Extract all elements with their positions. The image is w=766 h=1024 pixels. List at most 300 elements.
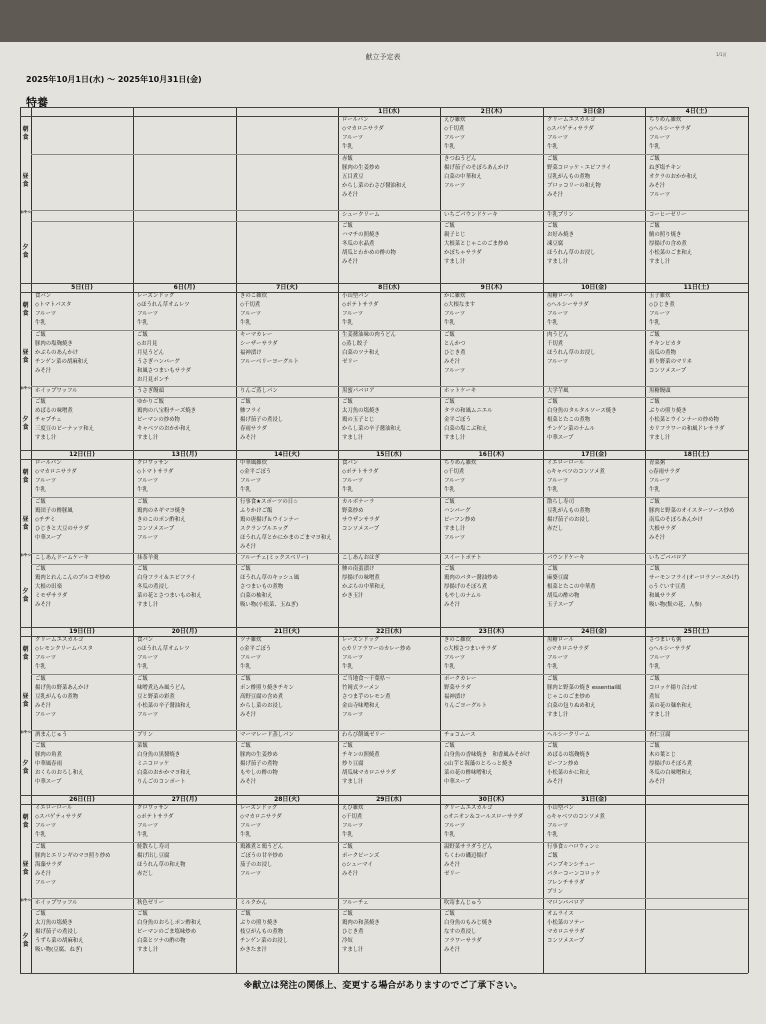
menu-item: みそ汁 <box>35 871 52 877</box>
menu-item: スクランブルエッグ <box>240 526 289 532</box>
menu-item: 白菜のツナ和え <box>342 350 380 356</box>
menu-item: チキンの照焼煮 <box>342 752 380 758</box>
menu-item: ◇ほうれん草オムレツ <box>137 646 190 652</box>
menu-item: ねぎ塩チキン <box>649 165 682 171</box>
menu-item: 豚肉の生姜炒め <box>342 165 380 171</box>
menu-item: 中華スープ <box>35 779 62 785</box>
snack-item: ヘルシークリーム <box>547 732 590 738</box>
menu-item: 豚肉と野菜の焼き essential風 <box>547 685 622 691</box>
menu-item: 牛乳 <box>240 832 251 838</box>
snack-item: ホイップワッフル <box>35 388 78 394</box>
meal-label-snack: おやつ <box>20 553 31 557</box>
menu-item: 赤だし <box>137 871 154 877</box>
menu-item: フルーツ <box>35 478 57 484</box>
grid-vline <box>31 107 32 973</box>
menu-item: 牛乳 <box>342 320 353 326</box>
day-header: 19日(日) <box>69 628 95 635</box>
menu-item: 鯵フライ <box>240 408 262 414</box>
menu-item: ご飯 <box>342 911 353 917</box>
menu-item: ◇チヂミ <box>35 517 56 523</box>
menu-item: フルーツ <box>240 823 262 829</box>
menu-item: 牛乳 <box>342 832 353 838</box>
day-header: 24日(金) <box>581 628 607 635</box>
menu-item: カルボナーラ <box>342 499 375 505</box>
menu-item: みそ汁 <box>342 192 359 198</box>
menu-item: ◇ヘルシーサラダ <box>649 646 691 652</box>
menu-item: パンプキンシチュー <box>547 862 595 868</box>
menu-item: 牛乳 <box>137 487 148 493</box>
menu-item: ゼリー <box>444 871 461 877</box>
menu-item: 揚げ茄子のお浸し <box>547 517 591 523</box>
menu-item: かぶらの中華和え <box>342 584 386 590</box>
menu-item: 牛乳 <box>240 320 251 326</box>
menu-item: ブロッコリーの和え物 <box>547 183 601 189</box>
menu-item: ハンバーグ <box>444 508 471 514</box>
menu-item: フルーツ <box>444 311 466 317</box>
menu-item: 中華スープ <box>444 779 471 785</box>
menu-item: フルーツ <box>547 311 569 317</box>
menu-item: かきたま汁 <box>240 947 267 953</box>
menu-item: 牛乳 <box>547 320 558 326</box>
menu-item: 牛乳 <box>547 832 558 838</box>
menu-item: ◇マカロニサラダ <box>547 646 589 652</box>
menu-item: ご飯 <box>649 332 660 338</box>
snack-item: スイートポテト <box>444 555 482 561</box>
menu-item: 野菜コロッケ・エビフライ <box>547 165 612 171</box>
menu-item: うずら菜の胡麻和え <box>35 938 84 944</box>
menu-item: フルーツ <box>137 478 159 484</box>
menu-item: みそ汁 <box>444 602 461 608</box>
day-header: 29日(水) <box>376 796 402 803</box>
menu-item: フルーツ <box>342 712 364 718</box>
menu-item: みそ汁 <box>649 183 666 189</box>
menu-item: ぶりの照り焼き <box>240 920 278 926</box>
snack-item: ホイップワッフル <box>35 900 78 906</box>
menu-item: 牛乳 <box>547 144 558 150</box>
grid-vline <box>20 107 21 973</box>
menu-item: 揚げ茄子の煮浸し <box>240 417 284 423</box>
menu-item: ご飯 <box>342 223 353 229</box>
meal-label-breakfast: 朝食 <box>22 126 29 141</box>
menu-item: フルーツ <box>342 478 364 484</box>
menu-item: うさぎハンバーグ <box>137 359 180 365</box>
menu-item: さつま芋のレモン煮 <box>342 694 391 700</box>
menu-item: 竹岡式ラーメン <box>342 685 380 691</box>
menu-item: 野菜炒め <box>342 508 364 514</box>
menu-item: 白身フライ＆エビフライ <box>137 575 196 581</box>
menu-item: チャプチェ <box>35 417 62 423</box>
menu-item: ご飯 <box>547 676 558 682</box>
menu-item: 食パン <box>342 460 359 466</box>
menu-item: 牛乳 <box>137 664 148 670</box>
menu-item: みそ汁 <box>35 602 52 608</box>
menu-item: ご飯 <box>547 399 558 405</box>
menu-item: 太刀魚の塩焼き <box>342 408 380 414</box>
menu-item: フルーツ <box>547 359 569 365</box>
menu-item: フルーツ <box>444 655 466 661</box>
menu-item: キーマカレー <box>240 332 273 338</box>
menu-item: ポン酢照り焼きチキン <box>240 685 294 691</box>
menu-item: ◇ひじき煮 <box>649 302 675 308</box>
menu-item: ◇マカロニサラダ <box>35 469 77 475</box>
menu-item: タラの和風ムニエル <box>444 408 493 414</box>
menu-item: みそ汁 <box>444 947 461 953</box>
menu-item: 味噌煮込み風うどん <box>137 685 186 691</box>
menu-item: ご飯 <box>547 743 558 749</box>
menu-item: ご飯 <box>35 911 46 917</box>
menu-item: ◇春雨サラダ <box>649 469 681 475</box>
day-header: 4日(土) <box>685 108 708 115</box>
day-header: 27日(月) <box>171 796 198 803</box>
menu-item: ご飯 <box>137 332 148 338</box>
menu-item: 菜の花の麺糸和え <box>649 703 693 709</box>
menu-item: かぼちゃサラダ <box>444 250 482 256</box>
menu-item: コンソメスープ <box>649 368 687 374</box>
menu-item: 鶏肉のバター醤油炒め <box>444 575 498 581</box>
menu-item: 牛乳 <box>649 144 660 150</box>
day-header: 6日(月) <box>173 284 196 291</box>
day-header: 2日(木) <box>480 108 503 115</box>
menu-item: 胡瓜の酢の物 <box>547 593 580 599</box>
menu-item: 吸い物(豆腐、ねぎ) <box>35 947 83 953</box>
snack-item: 黒糖饅頭 <box>649 388 671 394</box>
menu-item: 菜の花とさつまいもの和え <box>137 593 202 599</box>
menu-item: さつまいもの煮物 <box>240 584 284 590</box>
menu-item: 鶏の唐揚げ＆ウインナー <box>240 517 300 523</box>
menu-item: サウザンサラダ <box>342 517 380 523</box>
meal-label-snack: おやつ <box>20 210 31 214</box>
meal-label-lunch: 昼食 <box>22 861 29 876</box>
menu-item: 太刀魚の塩焼き <box>35 920 73 926</box>
snack-item: 酒まんじゅう <box>35 732 68 738</box>
menu-item: ◇マカロニサラダ <box>342 126 384 132</box>
menu-item: すまし汁 <box>342 947 364 953</box>
snack-item: いちごパウンドケーキ <box>444 212 498 218</box>
menu-item: フルーツ <box>547 478 569 484</box>
menu-item: りんごのコンポート <box>137 779 186 785</box>
menu-item: フルーツ <box>342 823 364 829</box>
menu-item: ◇ほうれん草オムレツ <box>137 302 190 308</box>
menu-item: フルーツ <box>342 655 364 661</box>
menu-item: ぶりの照り焼き <box>649 408 687 414</box>
menu-item: ゼリー <box>342 359 359 365</box>
snack-item: マーマレード蒸しパン <box>240 732 294 738</box>
menu-item: フルーツ <box>137 311 159 317</box>
menu-item: ◇トマトサラダ <box>137 469 174 475</box>
menu-item: 鯖の照り焼き <box>649 232 682 238</box>
menu-item: ほうれん草とかにかまのごまマヨ和え <box>240 535 332 541</box>
footer-note: ※献立は発注の関係上、変更する場合がありますのでご了承下さい。 <box>243 981 523 991</box>
menu-item: 牛乳 <box>444 144 455 150</box>
menu-item: もやしの酢の物 <box>240 770 278 776</box>
menu-item: ◇オニオン＆コールスローサラダ <box>444 814 524 820</box>
menu-item: フルーツ <box>35 311 57 317</box>
menu-item: 白菜の塩こぶ和え <box>444 426 488 432</box>
menu-item: コンソメスープ <box>137 526 175 532</box>
grid-vline <box>338 107 339 973</box>
menu-item: コンソメスープ <box>342 526 380 532</box>
menu-item: 福神漬け <box>240 350 262 356</box>
menu-item: 中華スープ <box>547 435 574 441</box>
menu-item: ◇金平ごぼう <box>240 646 272 652</box>
menu-item: ミモザサラダ <box>35 593 68 599</box>
menu-item: フレンチサラダ <box>547 880 585 886</box>
menu-item: フルーツ <box>547 823 569 829</box>
menu-item: 揚げ出し豆腐 <box>137 853 170 859</box>
menu-item: ふりかけご飯 <box>240 508 273 514</box>
menu-item: 牛乳 <box>649 664 660 670</box>
menu-item: 牛乳 <box>342 487 353 493</box>
meal-label-breakfast: 朝食 <box>22 814 29 829</box>
menu-item: 大根菜とじゃこのごま炒め <box>444 241 509 247</box>
menu-item: フルーツ <box>444 535 466 541</box>
menu-item: フルーツ <box>35 655 57 661</box>
menu-item: ご飯 <box>444 223 455 229</box>
menu-item: 白身魚のタルタルソース焼き <box>547 408 617 414</box>
menu-item: すまし汁 <box>547 712 569 718</box>
grid-vline <box>645 107 646 973</box>
menu-item: ◇ヘルシーサラダ <box>547 302 589 308</box>
day-header: 3日(金) <box>583 108 605 115</box>
menu-item: レーズンドッグ <box>240 805 278 811</box>
menu-item: 白菜の包りぬめ和え <box>547 703 596 709</box>
menu-item: チンゲン菜のナムル <box>547 426 595 432</box>
menu-item: 煮奴 <box>649 694 660 700</box>
menu-item: 大根サラダ <box>649 526 676 532</box>
menu-item: ご飯 <box>35 332 46 338</box>
menu-item: めばるの味噌煮 <box>35 408 73 414</box>
menu-item: からし菜のわさび醤油和え <box>342 183 407 189</box>
menu-item: 散らし寿司 <box>547 499 574 505</box>
menu-item: 牛乳 <box>444 832 455 838</box>
snack-item: フルーチェ <box>342 900 369 906</box>
menu-item: すまし汁 <box>649 259 671 265</box>
menu-item: 玉子雑炊 <box>649 293 671 299</box>
menu-item: 白菜とツナの酢の物 <box>137 938 186 944</box>
snack-item: 秋色ゼリー <box>137 900 164 906</box>
snack-item: こしあんドームケーキ <box>35 555 89 561</box>
menu-item: 冷奴 <box>342 938 353 944</box>
menu-item: ほうれん草のキッシュ風 <box>240 575 300 581</box>
menu-item: ご飯 <box>649 566 660 572</box>
snack-item: マロンババロア <box>547 900 585 906</box>
menu-item: ご飯 <box>342 844 353 850</box>
meal-label-dinner: 夕食 <box>22 244 29 259</box>
menu-item: さつまいも粥 <box>649 637 682 643</box>
menu-item: 食パン <box>137 637 154 643</box>
menu-item: ご飯 <box>444 911 455 917</box>
day-header: 1日(水) <box>378 108 400 115</box>
menu-item: すまし汁 <box>137 602 159 608</box>
menu-item: 小松菜とウインナーの炒め物 <box>649 417 719 423</box>
menu-item: フルーツ <box>240 311 262 317</box>
menu-item: ご飯 <box>649 676 660 682</box>
menu-item: ほうれん草のお浸し <box>547 350 596 356</box>
snack-item: 黒蜜パバロア <box>342 388 375 394</box>
menu-item: かぶらのあんかけ <box>35 350 79 356</box>
menu-item: ご飯 <box>240 399 251 405</box>
menu-item: ◇スパゲティサラダ <box>547 126 594 132</box>
menu-item: ◇大根なます <box>444 302 476 308</box>
menu-item: ゆかりご飯 <box>137 399 164 405</box>
menu-item: 麻婆豆腐 <box>547 575 569 581</box>
menu-item: ポークビーンズ <box>342 853 380 859</box>
menu-item: 菜飯 <box>137 743 148 749</box>
day-header: 11日(土) <box>683 284 710 291</box>
day-header: 31日(金) <box>581 796 607 803</box>
menu-item: フルーツ <box>35 712 57 718</box>
menu-item: ご飯 <box>444 499 455 505</box>
meal-label-dinner: 夕食 <box>22 587 29 603</box>
menu-item: ひじきと大豆のサラダ <box>35 526 89 532</box>
menu-table <box>20 107 748 973</box>
menu-item: ◇マカロニサラダ <box>240 814 282 820</box>
menu-item: ◇カリフラワーのカレー炒め <box>342 646 411 652</box>
menu-item: ご飯 <box>137 499 148 505</box>
menu-item: ロールパン <box>35 460 62 466</box>
menu-item: 炒り豆腐 <box>342 761 364 767</box>
menu-item: 豚肉の角煮 <box>35 752 62 758</box>
menu-item: ご飯 <box>444 399 455 405</box>
menu-item: 揚げ茄子の煮物 <box>240 761 278 767</box>
menu-item: ご飯 <box>649 743 660 749</box>
menu-item: ◇ヘルシーサラダ <box>649 126 691 132</box>
menu-item: 牛乳 <box>649 487 660 493</box>
menu-item: 鶏肉の八宝粉チーズ焼き <box>137 408 197 414</box>
grid-vline <box>543 107 544 973</box>
menu-item: みそ汁 <box>240 544 257 550</box>
menu-item: 肉うどん <box>547 332 569 338</box>
menu-item: ご飯 <box>342 399 353 405</box>
menu-item: ご飯 <box>35 399 46 405</box>
day-header: 26日(日) <box>69 796 95 803</box>
day-header: 12日(日) <box>69 451 95 458</box>
menu-item: 豆と野菜の彩煮 <box>137 694 175 700</box>
snack-item: 牛乳プリン <box>547 212 574 218</box>
menu-item: すまし汁 <box>547 259 569 265</box>
menu-item: フルーツ <box>240 655 262 661</box>
grid-vline <box>748 107 749 973</box>
menu-item: 豆乳がんもの煮物 <box>35 694 79 700</box>
menu-item: ロールパン <box>342 117 369 123</box>
menu-item: フルーツ <box>649 135 671 141</box>
menu-item: ひじき煮 <box>342 929 364 935</box>
page-number: 1/1頁 <box>716 52 727 57</box>
menu-item: クリームエスカルゴ <box>444 805 493 811</box>
menu-item: 豚肉とエリンギのマヨ照り炒め <box>35 853 111 859</box>
menu-item: フルーツ <box>137 655 159 661</box>
menu-item: 牛乳 <box>137 320 148 326</box>
menu-item: イエローロール <box>547 460 585 466</box>
snack-item: プリン <box>137 732 153 738</box>
menu-item: ご飯 <box>547 156 558 162</box>
menu-item: クロワッサン <box>137 805 169 811</box>
menu-item: 鶏肉とれんこんのプルコギ炒め <box>35 575 111 581</box>
menu-item: ご飯 <box>649 156 660 162</box>
menu-item: レーズンドッグ <box>137 293 175 299</box>
menu-item: ご飯 <box>35 499 46 505</box>
menu-item: ご飯 <box>547 566 558 572</box>
meal-label-dinner: 夕食 <box>22 760 29 775</box>
menu-item: ごぼうの甘辛炒め <box>240 853 284 859</box>
menu-item: 金平ごぼう <box>444 417 471 423</box>
menu-item: みそ汁 <box>240 712 257 718</box>
menu-item: ピーマンのごま塩味炒め <box>137 929 197 935</box>
menu-item: ご飯 <box>444 743 455 749</box>
menu-item: フルーツ <box>137 712 159 718</box>
menu-item: りんごヨーグルト <box>444 703 487 709</box>
menu-item: ご飯 <box>137 676 148 682</box>
menu-item: コンソメスープ <box>547 938 585 944</box>
menu-item: 中華風雑炊 <box>240 460 267 466</box>
snack-item: うさぎ饅頭 <box>137 388 164 394</box>
menu-item: 揚げ茄子のそぼろあんかけ <box>444 165 509 171</box>
menu-item: 根菜とたこの中華煮 <box>547 584 596 590</box>
menu-item: きのこ雑炊 <box>240 293 267 299</box>
menu-item: 彩り野菜のマリネ <box>649 359 693 365</box>
menu-item: 鶏肉のネギマヨ焼き <box>137 508 186 514</box>
menu-item: すまし汁 <box>137 435 159 441</box>
menu-item: 牛乳 <box>35 320 46 326</box>
menu-item: 牛乳 <box>444 487 455 493</box>
day-header: 9日(木) <box>480 284 503 291</box>
menu-item: 凍豆腐 <box>547 241 564 247</box>
menu-item: ご飯 <box>649 399 660 405</box>
day-header: 18日(土) <box>683 451 710 458</box>
menu-period: 2025年10月1日(水) ～ 2025年10月31日(金) <box>26 75 202 84</box>
menu-item: フルーツ <box>649 478 671 484</box>
menu-item: すまし汁 <box>649 712 671 718</box>
menu-item: クリームエスカルゴ <box>35 637 84 643</box>
menu-item: ◇レモンクリームパスタ <box>35 646 93 652</box>
menu-item: 吸い物(小松菜、玉ねぎ) <box>240 602 299 608</box>
menu-item: フルーツ <box>137 823 159 829</box>
menu-item: 高野豆腐の含め煮 <box>240 694 284 700</box>
menu-item: お好み焼き <box>547 232 574 238</box>
menu-item: お月見ポンチ <box>137 377 170 383</box>
menu-item: ご飯 <box>240 566 251 572</box>
table-bottom-line <box>20 973 748 974</box>
menu-item: キャベツのおかか和え <box>137 426 191 432</box>
menu-item: からし菜の辛子醤油和え <box>342 426 402 432</box>
menu-item: みそ汁 <box>35 703 52 709</box>
menu-item: フルーツ <box>137 535 159 541</box>
menu-item: ◇キャベツのコンソメ煮 <box>547 814 605 820</box>
menu-item: もやしのナムル <box>444 593 482 599</box>
menu-item: かに雑炊 <box>444 293 466 299</box>
menu-item: 木の葉とじ <box>649 752 676 758</box>
menu-item: 和風さつまいもサラダ <box>137 368 191 374</box>
menu-item: 胡瓜とわかめの酢の物 <box>342 250 396 256</box>
menu-item: 小松菜のかに和え <box>547 770 591 776</box>
menu-item: フルーツ <box>444 478 466 484</box>
menu-item: 鯵の南蛮漬け <box>342 566 375 572</box>
menu-item: すまし汁 <box>444 435 466 441</box>
snack-item: チョコムース <box>444 732 476 738</box>
menu-item: シーザーサラダ <box>240 341 278 347</box>
menu-item: みそ汁 <box>547 779 564 785</box>
menu-item: ご飯 <box>547 853 558 859</box>
menu-item: 豆乳がんもの煮物 <box>547 508 591 514</box>
menu-item: ご飯 <box>240 911 251 917</box>
menu-item: とんかつ <box>444 341 466 347</box>
menu-item: 冬瓜の白味噌和え <box>649 770 693 776</box>
menu-item: ビーフン炒め <box>547 761 579 767</box>
menu-item: プリン <box>547 889 563 895</box>
menu-item: ◇お月見 <box>137 341 158 347</box>
menu-item: みそ汁 <box>240 435 257 441</box>
menu-item: ミニコロッケ <box>137 761 170 767</box>
